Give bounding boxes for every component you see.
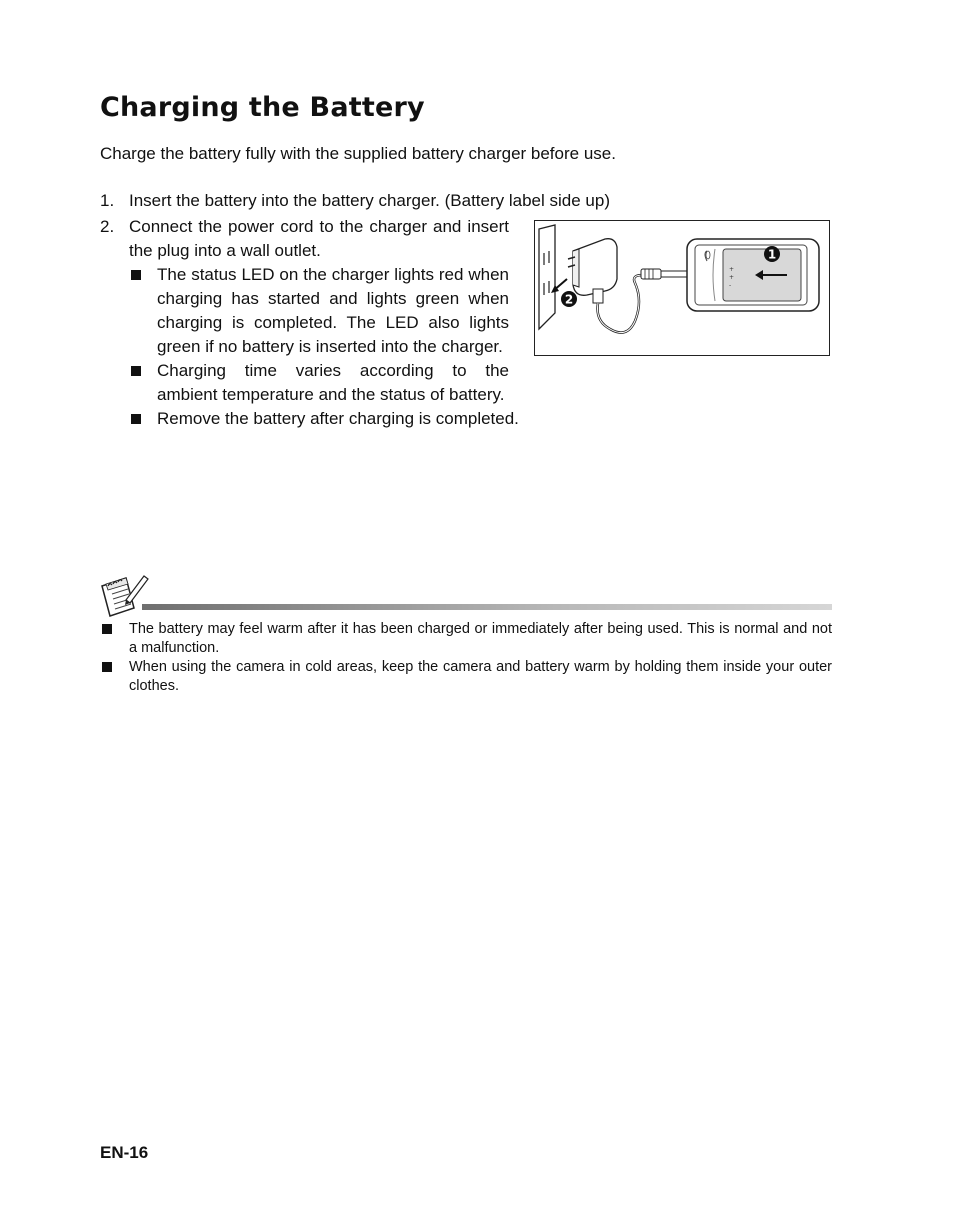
page-number: EN-16	[100, 1143, 149, 1162]
square-bullet-icon	[102, 624, 112, 634]
note-text: The battery may feel warm after it has been charged or immediately after being used. This is normal and not a malfunction.	[129, 621, 832, 656]
list-item	[100, 658, 832, 696]
step-text: Insert the battery into the battery charger. (Battery label side up)	[129, 191, 610, 210]
square-bullet-icon	[131, 366, 141, 376]
note-text: When using the camera in cold areas, keep the camera and battery warm by holding them inside your outer clothes.	[129, 659, 832, 694]
bullet-text: Remove the battery after charging is completed.	[157, 409, 519, 428]
step-text: Connect the power cord to the charger and insert the plug into a wall outlet.	[129, 217, 509, 260]
bullet-text: The status LED on the charger lights red when charging has started and lights green when charging is completed. The LED also lights green if no battery is inserted into the charger.	[157, 265, 509, 356]
note-divider	[142, 604, 832, 610]
step-number: 1.	[100, 191, 115, 210]
svg-text:+: +	[729, 274, 735, 281]
list-item	[129, 407, 570, 431]
step-number: 2.	[100, 217, 115, 236]
list-item	[100, 620, 832, 658]
page-title: Charging the Battery	[100, 92, 425, 123]
wall-outlet-icon	[539, 225, 555, 329]
callout-2	[561, 291, 577, 307]
charger-illustration	[534, 220, 830, 356]
bullet-text: ambient temperature and the status of battery.	[157, 385, 505, 404]
power-adapter-icon	[568, 239, 617, 303]
list-item	[129, 359, 570, 407]
intro-text: Charge the battery fully with the supplied battery charger before use.	[100, 144, 616, 163]
battery-charger-icon	[687, 239, 819, 311]
square-bullet-icon	[102, 662, 112, 672]
square-bullet-icon	[131, 270, 141, 280]
callout-1-label: 1	[767, 247, 777, 262]
step-2-bullet-list	[129, 263, 570, 431]
callout-1	[764, 246, 780, 262]
bullet-text: Charging time varies according to the	[157, 361, 509, 380]
charger-diagram	[535, 221, 828, 354]
step-2	[100, 215, 570, 431]
svg-text:+: +	[729, 266, 735, 273]
svg-text:-: -	[729, 282, 732, 289]
note-list	[100, 620, 832, 696]
list-item	[129, 263, 509, 359]
notepad-pencil-icon	[100, 572, 150, 620]
callout-2-label: 2	[564, 292, 574, 307]
square-bullet-icon	[131, 414, 141, 424]
